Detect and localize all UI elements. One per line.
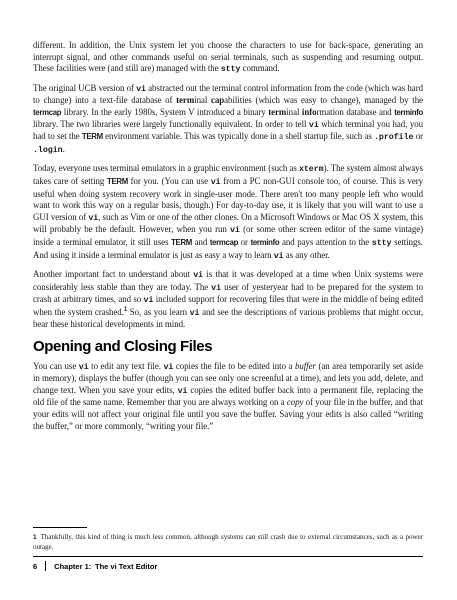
text-run: from a PC non-GUI console too, of course. This is very useful when doing system recovery work in single-user mode. There aren't too many people left who would want to work this way on a regular basis, though.) For day-to-day use, it is likely that you will want to use a GUI version of xyxy=(33,175,424,222)
emphasis-text: copy xyxy=(286,397,304,408)
text-run: of your file in the buffer, and that your edits will not affect your original file until you save the buffer. Saving your edits is also called “writing the buffer,” or more commonly, “writing your file.” xyxy=(33,397,424,431)
code-term: terminfo xyxy=(250,237,280,247)
text-run: The original UCB version of xyxy=(33,82,137,93)
text-run: or xyxy=(413,131,423,142)
code-term: vi xyxy=(308,120,319,130)
code-term: vi xyxy=(273,251,284,261)
code-term: vi xyxy=(193,271,204,281)
code-term: TERM xyxy=(171,237,192,247)
text-run: (an area temporarily set aside in memory), displays the buffer (though you can see only one screenful at a time), and lets you add, delete, and change text. When you save your edits, xyxy=(33,360,423,395)
text-run: (or some other screen editor of the same vintage) inside a terminal emulator, it still uses xyxy=(33,224,423,247)
text-run: copies the file to be edited into a xyxy=(173,360,295,371)
paragraphs-after-heading xyxy=(33,361,423,433)
footnote-text: Thankfully, this kind of thing is much less common, although systems can still crash due to external circumstances, such as a power outage. xyxy=(33,533,423,551)
text-run: different. In addition, the Unix system let you choose the characters to use for back-space, generating an interrupt signal, and other commands useful on serial terminals, such as suspending and resuming output. These facilities were (and still are) managed with the xyxy=(33,40,423,74)
code-term: vi xyxy=(136,84,146,94)
chapter-title: Chapter 1: The vi Text Editor xyxy=(54,561,158,571)
text-run: abstracted out the terminal control information from the code (which was hard to change) into a text-file database of xyxy=(33,82,423,106)
emphasis-text: term xyxy=(268,106,287,117)
body-text xyxy=(33,40,423,439)
code-term: vi xyxy=(189,308,200,318)
footnote xyxy=(33,533,423,552)
code-term: TERM xyxy=(107,176,128,186)
paragraphs-before-heading xyxy=(33,40,423,331)
code-term: stty xyxy=(220,65,241,75)
text-run: library. In the early 1980s, System V introduced a binary xyxy=(61,106,269,117)
text-run: abilities (which was easy to change), managed by the xyxy=(224,95,423,106)
text-run: included support for recovering files that were in the middle of being edited when the system crashed. xyxy=(33,294,423,317)
text-run: is that it was developed at a time when Unix systems were considerably less stable than they are today. The xyxy=(33,269,423,292)
text-run: as any other. xyxy=(283,249,330,260)
page-number: 6 xyxy=(33,561,38,571)
text-run: Today, everyone uses terminal emulators in a graphic environment (such as xyxy=(33,163,299,174)
code-term: stty xyxy=(371,238,392,248)
emphasis-text: cap xyxy=(211,95,225,106)
code-term: .profile xyxy=(374,133,414,143)
code-term: vi xyxy=(163,362,174,372)
emphasis-text: buffer xyxy=(294,360,316,371)
paragraph xyxy=(33,361,423,433)
emphasis-text: term xyxy=(176,95,195,106)
text-run: and xyxy=(191,236,210,247)
code-term: termcap xyxy=(33,107,62,117)
text-run: rmation database and xyxy=(316,106,395,117)
footer-separator xyxy=(45,561,46,571)
footer-rule xyxy=(33,556,423,557)
text-run: library. The two libraries were largely functionally equivalent. In order to tell xyxy=(33,118,309,129)
section-heading: Opening and Closing Files xyxy=(33,338,213,356)
footnote-rule xyxy=(33,527,87,528)
text-run: and see the descriptions of various problems that might occur, bear these historical developments in mind. xyxy=(33,306,423,330)
code-term: TERM xyxy=(81,132,103,142)
paragraph xyxy=(33,40,423,76)
paragraph xyxy=(33,163,423,262)
text-run: for you. (You can use xyxy=(127,175,211,186)
page-footer xyxy=(33,561,157,571)
text-run: inal xyxy=(286,106,302,117)
code-term: vi xyxy=(88,213,99,223)
text-run: command. xyxy=(240,63,280,74)
code-term: vi xyxy=(210,177,221,187)
code-term: vi xyxy=(78,362,89,372)
code-term: vi xyxy=(211,283,222,293)
text-run: copies the edited buffer back into a permanent file, replacing the old file of the same name. Remember that you are always working on a xyxy=(33,384,423,408)
text-run: inal xyxy=(194,95,211,106)
text-run: Another important fact to understand about xyxy=(33,269,194,280)
text-run: So, as you learn xyxy=(127,306,190,317)
code-term: xterm xyxy=(298,165,324,175)
text-run: , such as Vim or one of the other clones. On a Microsoft Windows or Mac OS X system, this will probably be the default. However, when you run xyxy=(33,211,423,235)
text-run: which terminal you had, you had to set the xyxy=(33,118,424,142)
text-run: environment variable. This was typically done in a shell startup file, such as xyxy=(102,131,374,142)
code-term: terminfo xyxy=(394,107,424,117)
code-term: vi xyxy=(143,296,154,306)
text-run: You can use xyxy=(33,360,79,371)
code-term: vi xyxy=(177,386,188,396)
footnote-reference: 1 xyxy=(123,306,128,313)
code-term: vi xyxy=(230,226,240,236)
paragraph xyxy=(33,83,423,157)
code-term: .login xyxy=(33,145,63,155)
text-run: and pays attention to the xyxy=(279,236,372,247)
text-run: user of yesteryear had to be prepared for the system to crash at arbitrary times, and so xyxy=(33,281,424,305)
text-run: . xyxy=(62,143,65,154)
text-run: or xyxy=(238,236,251,247)
text-run: settings. And using it inside a terminal emulator is just as easy a way to learn xyxy=(33,236,423,260)
footnote-mark: 1 xyxy=(33,534,37,541)
text-run: to edit any text file. xyxy=(88,360,164,371)
code-term: termcap xyxy=(209,237,239,247)
paragraph xyxy=(33,269,423,331)
emphasis-text: info xyxy=(301,106,317,117)
text-run: ). The system almost always takes care of setting xyxy=(33,163,423,186)
